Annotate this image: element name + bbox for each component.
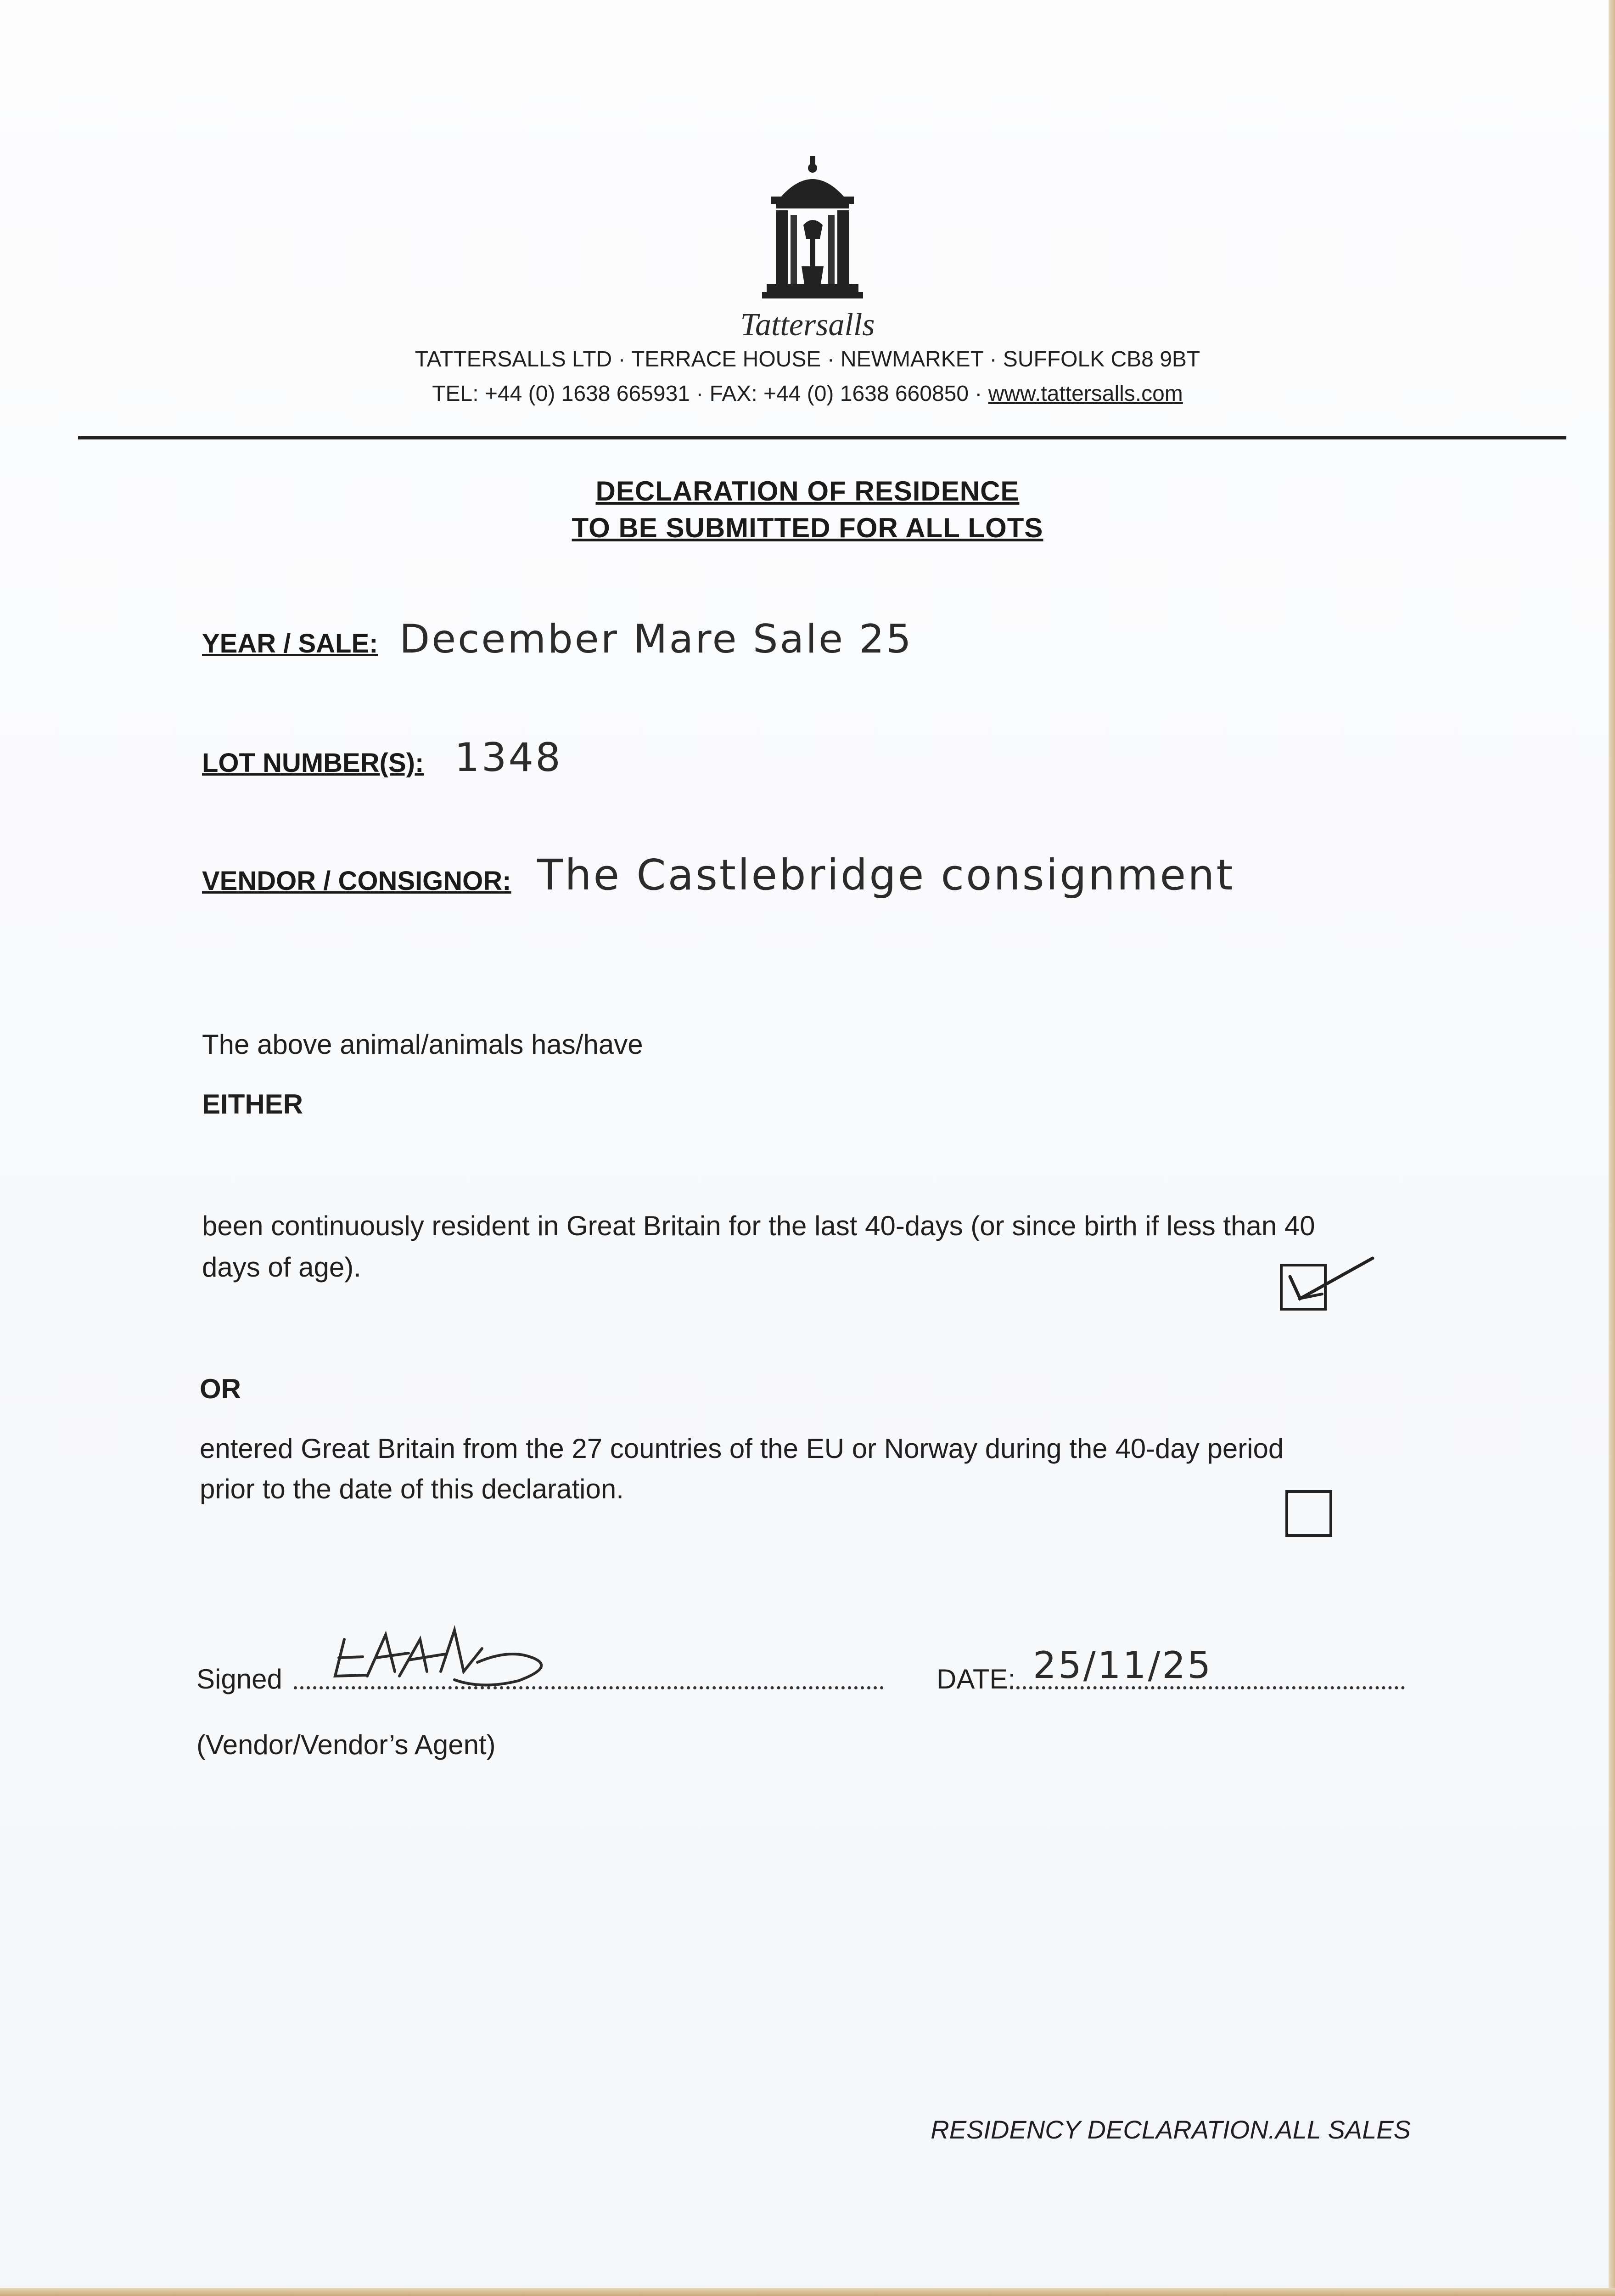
contact-phone-fax: TEL: +44 (0) 1638 665931 · FAX: +44 (0) 1638 660850 · xyxy=(432,382,988,406)
brand-name: Tattersalls xyxy=(740,307,875,343)
website-link[interactable]: www.tattersalls.com xyxy=(988,382,1183,406)
paper-edge-bottom xyxy=(0,2288,1615,2296)
date-label: DATE: xyxy=(936,1664,1016,1694)
year-sale-value[interactable]: December Mare Sale 25 xyxy=(399,616,913,662)
signed-label: Signed xyxy=(196,1664,282,1694)
option1-text-line2: days of age). xyxy=(202,1252,361,1283)
option2-text-line1: entered Great Britain from the 27 countries of the EU or Norway during the 40-day period xyxy=(200,1433,1284,1464)
company-contact xyxy=(0,381,1615,406)
header-divider xyxy=(78,436,1566,439)
signer-role: (Vendor/Vendor’s Agent) xyxy=(196,1729,496,1760)
intro-text: The above animal/animals has/have xyxy=(202,1029,643,1060)
option2-text-line2: prior to the date of this declaration. xyxy=(200,1474,624,1504)
vendor-label: VENDOR / CONSIGNOR: xyxy=(202,866,511,896)
or-label: OR xyxy=(200,1373,241,1404)
lot-number-value[interactable]: 1348 xyxy=(454,735,562,781)
checkmark-icon xyxy=(1281,1249,1386,1313)
lot-number-label: LOT NUMBER(S): xyxy=(202,748,424,778)
company-address: TATTERSALLS LTD · TERRACE HOUSE · NEWMARKET · SUFFOLK CB8 9BT xyxy=(415,347,1200,371)
form-heading-line1: DECLARATION OF RESIDENCE xyxy=(595,476,1020,506)
date-value[interactable]: 25/11/25 xyxy=(1033,1644,1213,1687)
vendor-value[interactable]: The Castlebridge consignment xyxy=(537,850,1235,900)
option2-checkbox[interactable] xyxy=(1285,1490,1332,1537)
footer-form-code: RESIDENCY DECLARATION.ALL SALES xyxy=(931,2115,1411,2144)
signature-icon[interactable] xyxy=(317,1621,574,1699)
either-label: EITHER xyxy=(202,1089,303,1120)
option1-text-line1: been continuously resident in Great Britain for the last 40-days (or since birth if less than 40 xyxy=(202,1210,1315,1241)
form-heading-line2: TO BE SUBMITTED FOR ALL LOTS xyxy=(572,512,1043,543)
date-line xyxy=(1010,1686,1405,1689)
pavilion-logo-icon xyxy=(762,156,863,308)
year-sale-label: YEAR / SALE: xyxy=(202,629,378,658)
paper-edge-right xyxy=(1609,0,1615,2296)
